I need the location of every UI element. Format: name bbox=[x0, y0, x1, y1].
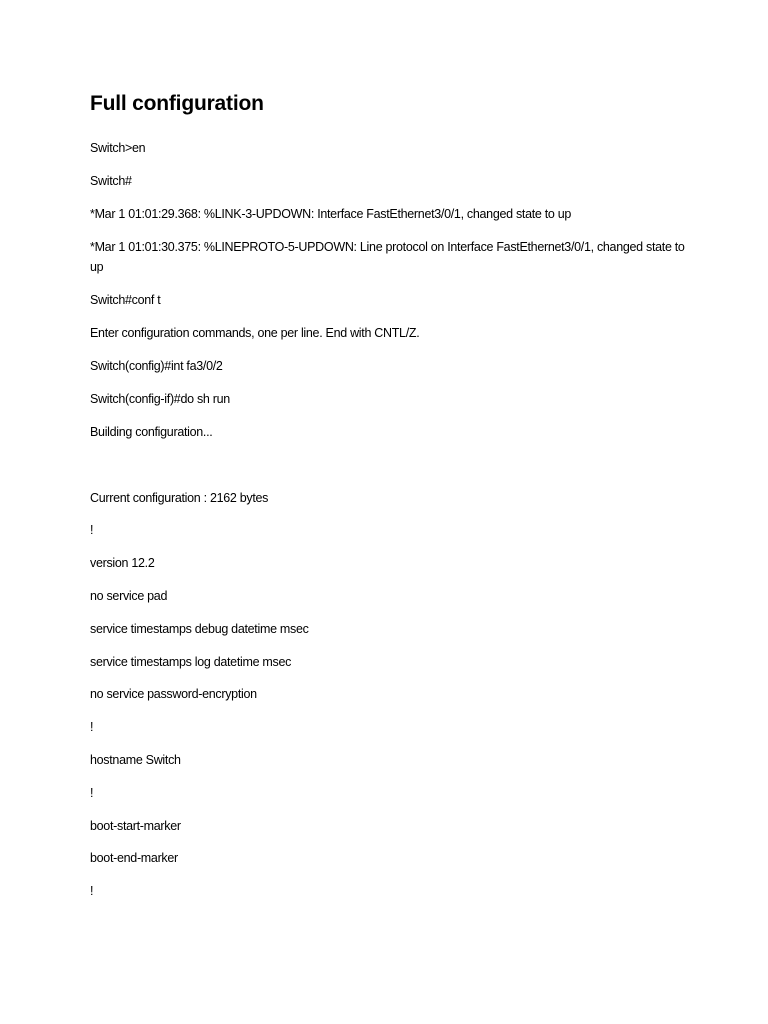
config-line-timestamps-debug: service timestamps debug datetime msec bbox=[90, 622, 309, 636]
config-line-building: Building configuration... bbox=[90, 425, 213, 439]
config-line-version: version 12.2 bbox=[90, 556, 155, 570]
log-line-lineproto-updown: *Mar 1 01:01:30.375: %LINEPROTO-5-UPDOWN: Line protocol on Interface FastEthernet3/0/1, changed state to up bbox=[90, 240, 685, 274]
document-title: Full configuration bbox=[90, 92, 264, 115]
config-line-boot-end: boot-end-marker bbox=[90, 851, 178, 865]
config-line-int-fa: Switch(config)#int fa3/0/2 bbox=[90, 359, 223, 373]
config-line-enter-config: Enter configuration commands, one per line. End with CNTL/Z. bbox=[90, 326, 420, 340]
config-line-switch-prompt: Switch# bbox=[90, 174, 132, 188]
config-line-hostname: hostname Switch bbox=[90, 753, 181, 767]
config-line-bang: ! bbox=[90, 884, 94, 898]
log-line-link-updown: *Mar 1 01:01:29.368: %LINK-3-UPDOWN: Interface FastEthernet3/0/1, changed state to up bbox=[90, 207, 572, 221]
config-line-no-service-pad: no service pad bbox=[90, 589, 168, 603]
config-line-switch-en: Switch>en bbox=[90, 141, 146, 155]
config-line-current-config: Current configuration : 2162 bytes bbox=[90, 491, 269, 505]
config-line-no-password-encryption: no service password-encryption bbox=[90, 687, 257, 701]
config-line-do-sh-run: Switch(config-if)#do sh run bbox=[90, 392, 230, 406]
config-line-bang: ! bbox=[90, 523, 94, 537]
config-line-bang: ! bbox=[90, 720, 94, 734]
config-line-boot-start: boot-start-marker bbox=[90, 819, 181, 833]
config-line-conf-t: Switch#conf t bbox=[90, 293, 161, 307]
config-line-timestamps-log: service timestamps log datetime msec bbox=[90, 655, 292, 669]
config-line-bang: ! bbox=[90, 786, 94, 800]
